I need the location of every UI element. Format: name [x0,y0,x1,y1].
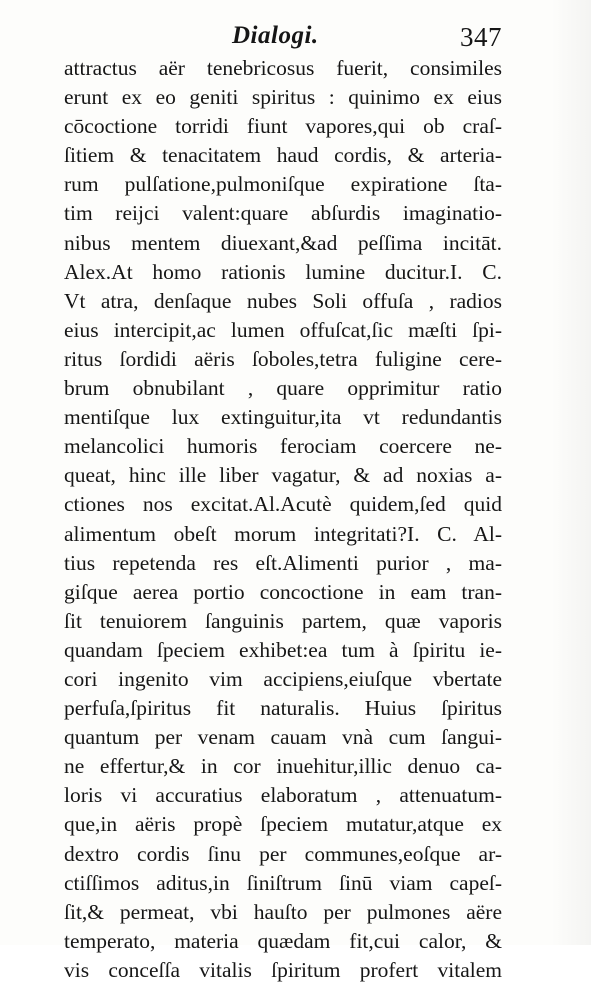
text-line: Vt atra, denſaque nubes Soli offuſa , radios [64,288,502,313]
text-line: cōcoctione torridi fiunt vapores,qui ob craſ- [64,114,502,139]
text-line: ctiones nos excitat.Al.Acutè quidem,ſed quid [64,492,502,517]
text-line: brum obnubilant , quare opprimitur ratio [64,376,502,401]
text-line: ſitiem & tenacitatem haud cordis, & arteria- [64,143,502,168]
page-header [64,22,502,56]
body-text [64,54,502,985]
text-line: vis conceſſa vitalis ſpiritum profert vitalem [64,957,502,982]
page-edge-shading [551,0,591,945]
text-line: quantum per venam cauam vnà cum ſangui- [64,725,502,750]
text-line: erunt ex eo geniti spiritus : quinimo ex eius [64,85,502,110]
text-line: temperato, materia quædam fit,cui calor, & [64,928,502,953]
text-line: ne effertur,& in cor inuehitur,illic denuo ca- [64,754,502,779]
text-line: nibus mentem diuexant,&ad peſſima incitāt. [64,230,502,255]
text-line: tim reijci valent:quare abſurdis imaginatio- [64,201,502,226]
text-line: ritus ſordidi aëris ſoboles,tetra fuligine cere- [64,346,502,371]
text-line: ctiſſimos aditus,in ſiniſtrum ſinū viam capeſ- [64,870,502,895]
text-line: cori ingenito vim accipiens,eiuſque vbertate [64,666,502,691]
text-line: ſit,& permeat, vbi hauſto per pulmones aëre [64,899,502,924]
text-line: quandam ſpeciem exhibet:ea tum à ſpiritu ie- [64,637,502,662]
text-line: perfuſa,ſpiritus fit naturalis. Huius ſpiritus [64,696,502,721]
text-line: que,in aëris propè ſpeciem mutatur,atque ex [64,812,502,837]
running-title: Dialogi. [232,22,319,49]
text-line: Alex.At homo rationis lumine ducitur.I. C. [64,259,502,284]
text-line: melancolici humoris ferociam coercere ne- [64,434,502,459]
text-line: attractus aër tenebricosus fuerit, consimiles [64,56,502,80]
text-line: giſque aerea portio concoctione in eam tran- [64,579,502,604]
text-line: eius intercipit,ac lumen offuſcat,ſic mæſti ſpi- [64,317,502,342]
text-line: dextro cordis ſinu per communes,eoſque ar- [64,841,502,866]
text-line: ſit tenuiorem ſanguinis partem, quæ vaporis [64,608,502,633]
text-line: rum pulſatione,pulmoniſque expiratione ſta- [64,172,502,197]
text-line: queat, hinc ille liber vagatur, & ad noxias a- [64,463,502,488]
text-line: mentiſque lux extinguitur,ita vt redundantis [64,405,502,430]
text-line: alimentum obeſt morum integritati?I. C. Al- [64,521,502,546]
text-line: loris vi accuratius elaboratum , attenuatum- [64,783,502,808]
text-line: tius repetenda res eſt.Alimenti purior , ma- [64,550,502,575]
page-number: 347 [460,22,502,52]
